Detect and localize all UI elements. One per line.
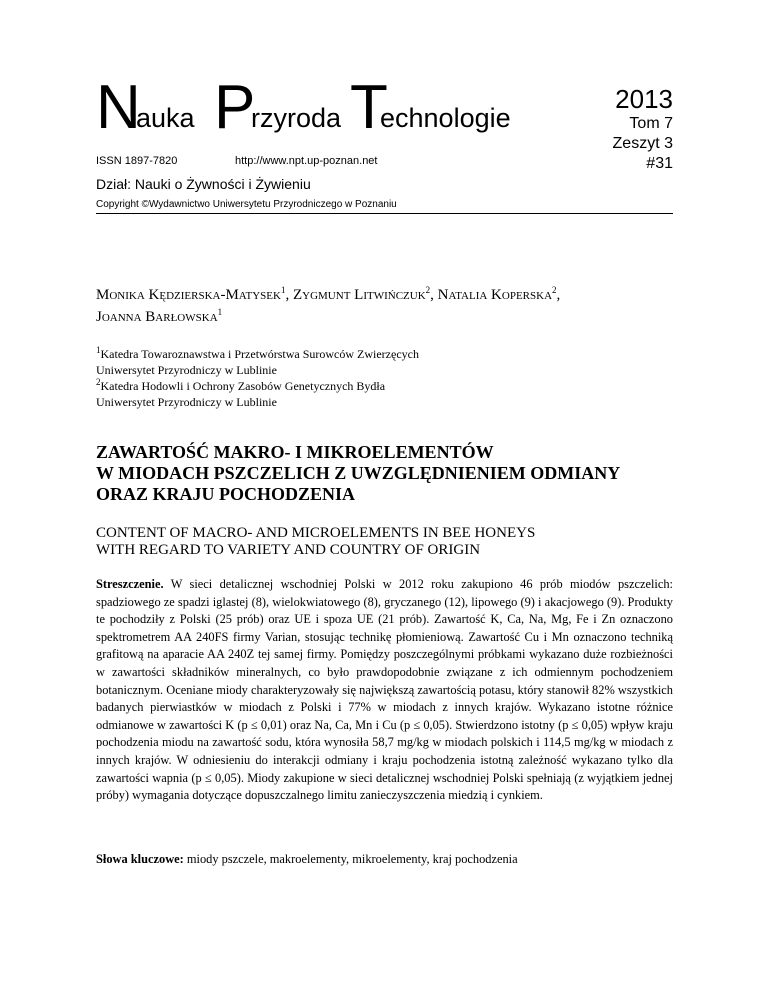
title-line: CONTENT OF MACRO- AND MICROELEMENTS IN BEE HONEYS	[96, 525, 536, 541]
author-name: Joanna Barłowska	[96, 309, 218, 325]
affiliation-department: Katedra Hodowli i Ochrony Zasobów Genetycznych Bydła	[100, 379, 386, 393]
author-affiliation-ref: 2	[425, 285, 431, 295]
affiliation-number: 1	[96, 345, 101, 355]
title-cap-t: T	[350, 73, 388, 142]
abstract-label: Streszczenie.	[96, 577, 164, 591]
article-number: #31	[646, 155, 673, 172]
author-list: Monika Kędzierska-Matysek$^1$, Zygmunt Litwińczuk$^2$, Natalia Koperska$^2$, Joanna Barłowska$^1$	[96, 285, 561, 325]
affiliation-number: 2	[96, 377, 101, 387]
title-rest-auka: auka	[136, 103, 195, 133]
abstract	[96, 576, 673, 805]
article-title-pl	[96, 442, 696, 505]
keywords-label: Słowa kluczowe:	[96, 852, 184, 866]
abstract-text: W sieci detalicznej wschodniej Polski w 2012 roku zakupiono 46 prób miodów pszczelich: spadziowego ze spadzi iglastej (8), wielokwiatowego (8), gryczanego (12), lipowego (9) i akacjowego (9). Produkty te pochodziły z Polski (25 prób) oraz UE i spoza UE (21 prób). Zawartość K, Ca, Na, Mg, Fe i Zn oznaczono spektrometrem AA 240FS firmy Varian, stosując technikę płomieniową. Zawartość Cu i Mn oznaczono techniką grafitową na aparacie AA 240Z tej samej firmy. Pomiędzy poszczególnymi próbkami wykazano duże rozbieżności w zawartości składników mineralnych, co było prawdopodobnie związane z ich odmiennym pochodzeniem botanicznym. Oceniane miody charakteryzowały się największą zawartością potasu, który stanowił 82% wszystkich badanych pierwiastków w miodach z Polski i 77% w miodach z innych krajów. Wykazano istotne różnice odmianowe w zawartości K (p ≤ 0,01) oraz Na, Ca, Mn i Cu (p ≤ 0,05). Stwierdzono istotny (p ≤ 0,05) wpływ kraju pochodzenia miodu na zawartość sodu, która wynosiła 58,7 mg/kg w miodach polskich i 114,5 mg/kg w miodach z innych krajów. W odniesieniu do interakcji odmiany i kraju pochodzenia istotną zależność wykazano tylko dla zawartości wapnia (p ≤ 0,05). Miody zakupione w sieci detalicznej wschodniej Polski spełniają (z wyjątkiem jednej próby) wymagania dotyczące dopuszczalnego limitu zanieczyszczenia miedzią i cynkiem.	[96, 577, 674, 803]
article-title-en	[96, 525, 696, 559]
affiliation-university: Uniwersytet Przyrodniczy w Lublinie	[96, 395, 277, 409]
section-label: Dział: Nauki o Żywności i Żywieniu	[96, 176, 311, 192]
issue-info	[613, 84, 673, 174]
title-line: ORAZ KRAJU POCHODZENIA	[96, 484, 356, 504]
title-cap-p: P	[214, 73, 256, 142]
keywords	[96, 851, 673, 868]
affiliations	[96, 346, 676, 410]
issn: ISSN 1897-7820	[96, 155, 178, 167]
author-name: Natalia Koperska	[437, 287, 553, 303]
affiliation-line	[96, 378, 676, 394]
title-line: WITH REGARD TO VARIETY AND COUNTRY OF ORIGIN	[96, 542, 481, 558]
author-affiliation-ref: 1	[217, 307, 223, 317]
affiliation-university: Uniwersytet Przyrodniczy w Lublinie	[96, 363, 277, 377]
affiliation-department: Katedra Towaroznawstwa i Przetwórstwa Surowców Zwierzęcych	[100, 347, 419, 361]
author-name: Zygmunt Litwińczuk	[292, 287, 426, 303]
title-line: W MIODACH PSZCZELICH Z UWZGLĘDNIENIEM ODMIANY	[96, 463, 621, 483]
author-affiliation-ref: 1	[280, 285, 286, 295]
affiliation-line	[96, 346, 676, 362]
issue-year: 2013	[615, 84, 673, 114]
title-cap-n: N	[96, 73, 141, 142]
keywords-text: miody pszczele, makroelementy, mikroelementy, kraj pochodzenia	[186, 852, 518, 866]
title-line: ZAWARTOŚĆ MAKRO- I MIKROELEMENTÓW	[96, 442, 494, 462]
issue-volume: Tom 7	[629, 115, 673, 132]
title-rest-echnologie: echnologie	[380, 103, 511, 133]
journal-url[interactable]: http://www.npt.up-poznan.net	[235, 155, 378, 167]
copyright: Copyright ©Wydawnictwo Uniwersytetu Przyrodniczego w Poznaniu	[96, 199, 397, 210]
title-rest-rzyroda: rzyroda	[251, 103, 342, 133]
author-name: Monika Kędzierska-Matysek	[96, 287, 281, 303]
author-affiliation-ref: 2	[552, 285, 557, 295]
issue-number: Zeszyt 3	[612, 135, 673, 152]
header-divider	[96, 213, 673, 214]
